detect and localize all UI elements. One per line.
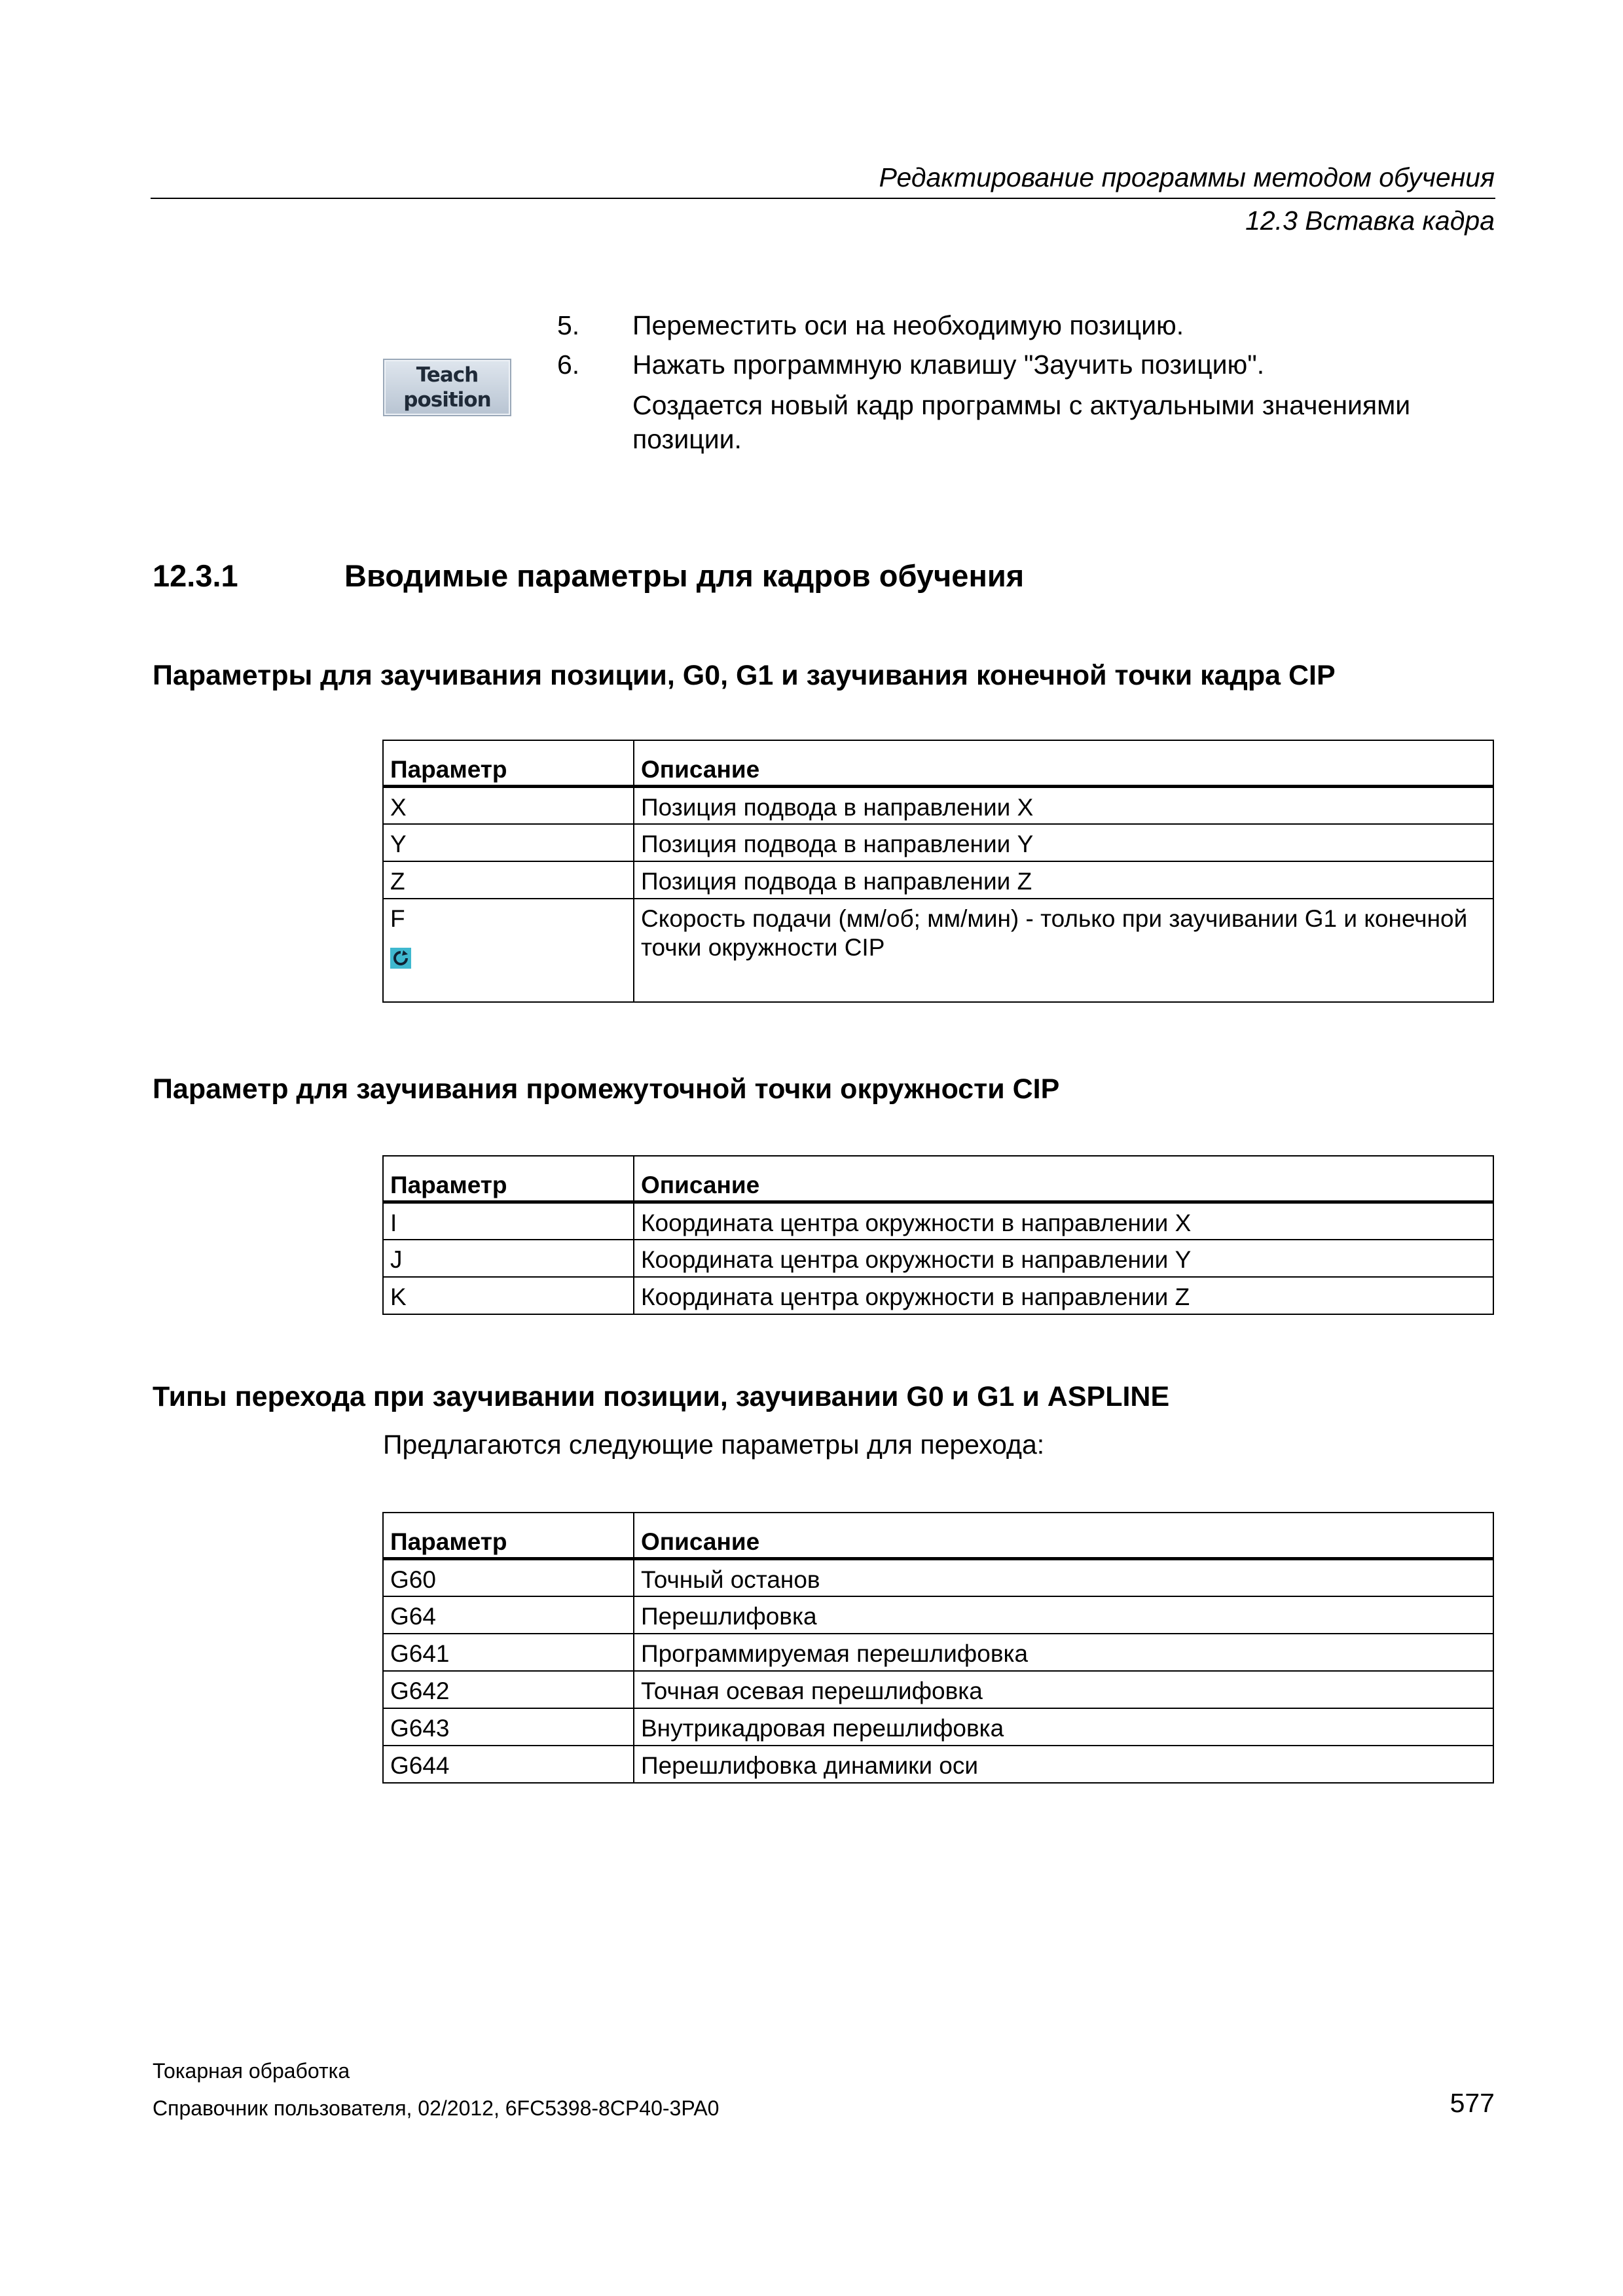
desc-line1: Скорость подачи (мм/об; мм/мин) - только при заучивании G1 и конечной [641, 905, 1468, 932]
column-header-param: Параметр [383, 1513, 634, 1559]
desc-cell: Позиция подвода в направлении X [634, 787, 1493, 824]
table-row [383, 787, 1493, 824]
table3-intro: Предлагаются следующие параметры для перехода: [383, 1429, 1045, 1460]
step-note-line1: Создается новый кадр программы с актуальными значениями [632, 390, 1411, 420]
desc-cell: Позиция подвода в направлении Z [634, 861, 1493, 899]
table-row [383, 1671, 1493, 1708]
table-header-row [383, 1513, 1493, 1559]
table-row [383, 861, 1493, 899]
desc-cell: Перешлифовка динамики оси [634, 1746, 1493, 1783]
header-divider [151, 198, 1495, 199]
param-label: F [390, 905, 405, 932]
params-table-position [382, 740, 1494, 1003]
circle-cycle-icon [390, 948, 411, 969]
running-header-chapter: Редактирование программы методом обучения [879, 162, 1495, 192]
section-title: Вводимые параметры для кадров обучения [344, 558, 1025, 593]
running-header-section: 12.3 Вставка кадра [1245, 206, 1495, 236]
param-cell: X [383, 787, 634, 824]
param-cell: I [383, 1202, 634, 1240]
column-header-desc: Описание [634, 740, 1493, 787]
step-6-text: Нажать программную клавишу "Заучить позицию". [632, 350, 1265, 380]
column-header-param: Параметр [383, 740, 634, 787]
table1-heading: Параметры для заучивания позиции, G0, G1 и заучивания конечной точки кадра CIP [153, 660, 1336, 691]
table-header-row [383, 1156, 1493, 1202]
step-5-number: 5. [557, 310, 580, 340]
desc-cell: Программируемая перешлифовка [634, 1634, 1493, 1671]
desc-cell: Координата центра окружности в направлении Y [634, 1240, 1493, 1277]
table-row [383, 1277, 1493, 1314]
desc-cell: Координата центра окружности в направлении Z [634, 1277, 1493, 1314]
param-cell: K [383, 1277, 634, 1314]
param-cell: J [383, 1240, 634, 1277]
table-row [383, 1240, 1493, 1277]
param-cell: G64 [383, 1596, 634, 1634]
desc-cell: Внутрикадровая перешлифовка [634, 1708, 1493, 1746]
section-number: 12.3.1 [153, 558, 238, 593]
desc-cell: Координата центра окружности в направлении X [634, 1202, 1493, 1240]
footer-product: Токарная обработка [153, 2059, 350, 2083]
softkey-label-line1: Teach [416, 363, 479, 387]
table-row [383, 1202, 1493, 1240]
column-header-desc: Описание [634, 1156, 1493, 1202]
column-header-param: Параметр [383, 1156, 634, 1202]
param-cell: G642 [383, 1671, 634, 1708]
param-cell: G644 [383, 1746, 634, 1783]
step-6-number: 6. [557, 350, 580, 380]
table-row [383, 899, 1493, 1002]
param-cell [383, 899, 634, 1002]
table2-heading: Параметр для заучивания промежуточной точки окружности CIP [153, 1073, 1060, 1105]
table3-heading: Типы перехода при заучивании позиции, заучивании G0 и G1 и ASPLINE [153, 1381, 1170, 1412]
table-row [383, 1559, 1493, 1596]
param-cell: G60 [383, 1559, 634, 1596]
step-5-text: Переместить оси на необходимую позицию. [632, 310, 1184, 340]
desc-cell: Позиция подвода в направлении Y [634, 824, 1493, 861]
teach-position-softkey[interactable] [383, 359, 511, 416]
desc-cell: Точный останов [634, 1559, 1493, 1596]
transition-types-table [382, 1512, 1494, 1784]
param-cell: G641 [383, 1634, 634, 1671]
param-cell: Z [383, 861, 634, 899]
table-header-row [383, 740, 1493, 787]
desc-line2: точки окружности CIP [641, 933, 885, 961]
table-row [383, 1596, 1493, 1634]
table-row [383, 824, 1493, 861]
column-header-desc: Описание [634, 1513, 1493, 1559]
desc-cell: Точная осевая перешлифовка [634, 1671, 1493, 1708]
table-row [383, 1708, 1493, 1746]
page-number: 577 [1450, 2088, 1495, 2118]
param-cell: G643 [383, 1708, 634, 1746]
desc-cell: Перешлифовка [634, 1596, 1493, 1634]
table-row [383, 1746, 1493, 1783]
table-row [383, 1634, 1493, 1671]
softkey-label-line2: position [403, 388, 491, 412]
param-cell: Y [383, 824, 634, 861]
desc-cell [634, 899, 1493, 1002]
params-table-cip [382, 1155, 1494, 1315]
step-note-line2: позиции. [632, 424, 742, 454]
footer-manual-info: Справочник пользователя, 02/2012, 6FC5398-8CP40-3PA0 [153, 2096, 720, 2120]
